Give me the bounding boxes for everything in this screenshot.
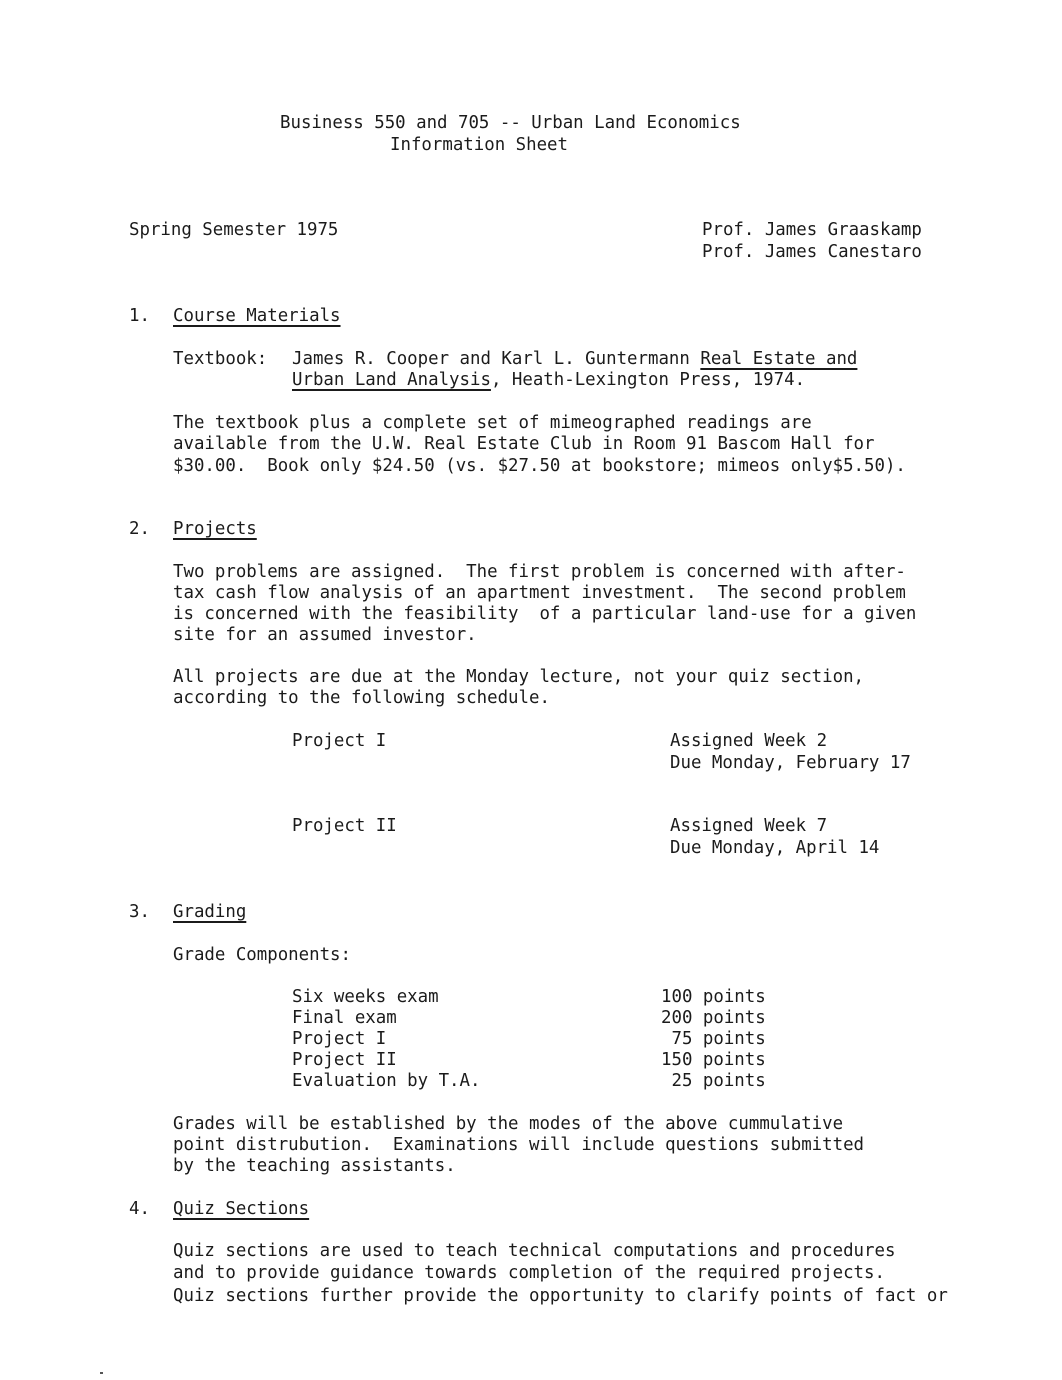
paragraph-line: according to the following schedule. bbox=[173, 688, 550, 708]
grade-component-name: Project II bbox=[292, 1050, 397, 1070]
grade-component-points: 150 points bbox=[661, 1050, 766, 1070]
grade-component-points: 25 points bbox=[661, 1071, 766, 1091]
section-number-2: 2. bbox=[129, 519, 150, 539]
section-heading-grading: Grading bbox=[173, 902, 247, 922]
paragraph-line: point distrubution. Examinations will include questions submitted bbox=[173, 1135, 865, 1155]
section-number-1: 1. bbox=[129, 306, 150, 326]
section-heading-quiz-sections: Quiz Sections bbox=[173, 1199, 310, 1219]
paragraph-line: by the teaching assistants. bbox=[173, 1156, 456, 1176]
textbook-title-part-2: Urban Land Analysis bbox=[292, 370, 491, 390]
paragraph-line: site for an assumed investor. bbox=[173, 625, 477, 645]
textbook-line-1 bbox=[292, 349, 857, 370]
professor-2: Prof. James Canestaro bbox=[702, 242, 922, 262]
grade-component-name: Six weeks exam bbox=[292, 987, 439, 1007]
document-subtitle: Information Sheet bbox=[390, 135, 568, 155]
grade-component-name: Evaluation by T.A. bbox=[292, 1071, 481, 1091]
section-heading-projects: Projects bbox=[173, 519, 257, 539]
grade-component-points: 100 points bbox=[661, 987, 766, 1007]
schedule-assigned: Assigned Week 7 bbox=[670, 816, 828, 836]
schedule-assigned: Assigned Week 2 bbox=[670, 731, 828, 751]
paragraph-line: Grades will be established by the modes of the above cummulative bbox=[173, 1114, 844, 1134]
semester: Spring Semester 1975 bbox=[129, 220, 339, 240]
professor-1: Prof. James Graaskamp bbox=[702, 220, 922, 240]
section-number-3: 3. bbox=[129, 902, 150, 922]
paragraph-line: Quiz sections further provide the opportunity to clarify points of fact or bbox=[173, 1286, 948, 1306]
paragraph-line: is concerned with the feasibility of a particular land-use for a given bbox=[173, 604, 917, 624]
paragraph-line: Two problems are assigned. The first problem is concerned with after- bbox=[173, 562, 906, 582]
grade-component-name: Final exam bbox=[292, 1008, 397, 1028]
scan-speck bbox=[100, 1372, 103, 1374]
textbook-title-part-1: Real Estate and bbox=[700, 349, 858, 369]
paragraph-line: The textbook plus a complete set of mimeographed readings are bbox=[173, 413, 812, 433]
paragraph-line: Quiz sections are used to teach technical computations and procedures bbox=[173, 1241, 896, 1261]
paragraph-line: All projects are due at the Monday lecture, not your quiz section, bbox=[173, 667, 865, 687]
textbook-authors: James R. Cooper and Karl L. Guntermann bbox=[292, 349, 701, 369]
schedule-project-name: Project II bbox=[292, 816, 397, 836]
grade-component-points: 200 points bbox=[661, 1008, 766, 1028]
paragraph-line: $30.00. Book only $24.50 (vs. $27.50 at bookstore; mimeos only$5.50). bbox=[173, 456, 906, 476]
schedule-due: Due Monday, February 17 bbox=[670, 753, 911, 773]
grade-component-name: Project I bbox=[292, 1029, 387, 1049]
section-number-4: 4. bbox=[129, 1199, 150, 1219]
textbook-label: Textbook: bbox=[173, 349, 268, 369]
paragraph-line: and to provide guidance towards completion of the required projects. bbox=[173, 1263, 885, 1283]
grade-component-points: 75 points bbox=[661, 1029, 766, 1049]
textbook-publisher: , Heath-Lexington Press, 1974. bbox=[490, 370, 806, 390]
document-title: Business 550 and 705 -- Urban Land Economics bbox=[280, 113, 741, 133]
paragraph-line: tax cash flow analysis of an apartment investment. The second problem bbox=[173, 583, 906, 603]
grade-components-label: Grade Components: bbox=[173, 945, 351, 965]
schedule-due: Due Monday, April 14 bbox=[670, 838, 880, 858]
paragraph-line: available from the U.W. Real Estate Club in Room 91 Bascom Hall for bbox=[173, 434, 875, 454]
textbook-line-2 bbox=[292, 370, 805, 391]
section-heading-course-materials: Course Materials bbox=[173, 306, 341, 326]
schedule-project-name: Project I bbox=[292, 731, 387, 751]
